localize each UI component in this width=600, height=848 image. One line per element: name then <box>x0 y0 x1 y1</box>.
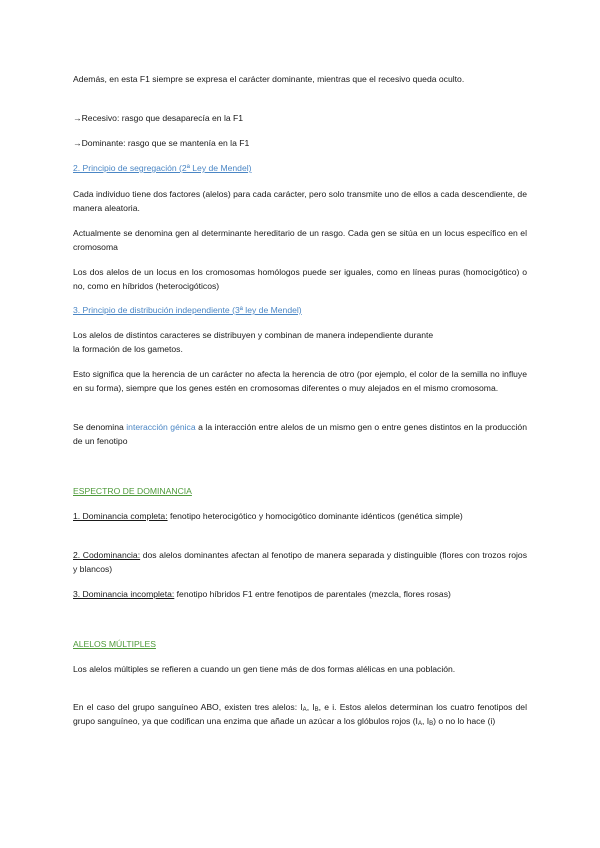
paragraph-homologous-alleles: Los dos alelos de un locus en los cromosomas homólogos puede ser iguales, como en líneas puras (homocigótico) o no, como en híbridos (heterocigóticos) <box>73 267 527 291</box>
paragraph-gene-definition: Actualmente se denomina gen al determinante hereditario de un rasgo. Cada gen se sitúa en un locus específico en el cromosoma <box>73 228 527 252</box>
multiple-alleles-text: ALELOS MÚLTIPLES <box>73 639 156 649</box>
paragraph-abo-blood-group <box>73 700 527 728</box>
heading-dominance-spectrum <box>73 484 527 498</box>
paragraph-two-factors: Cada individuo tiene dos factores (alelos) para cada carácter, pero solo transmite uno de ellos a cada descendiente, de manera aleatoria. <box>73 189 527 213</box>
paragraph-f1-dominant: Además, en esta F1 siempre se expresa el carácter dominante, mientras que el recesivo queda oculto. <box>73 74 465 84</box>
paragraph-gene-interaction <box>73 420 527 448</box>
abo-sub-b: B <box>314 707 319 713</box>
abo-text-b: , I <box>306 702 315 712</box>
paragraph-independent-distribution <box>73 328 527 356</box>
heading-independent-assortment <box>73 303 527 317</box>
independent-line-2: la formación de los gametos. <box>73 344 183 354</box>
interaction-prefix: Se denomina <box>73 422 127 432</box>
dominance-spectrum-text: ESPECTRO DE DOMINANCIA <box>73 486 192 496</box>
abo-text-d: , I <box>421 716 430 726</box>
heading-segregation-principle <box>73 161 527 175</box>
interaction-suffix: a la interacción entre alelos de un mismo gen o entre genes distintos en la producción de un fenotipo <box>73 422 527 446</box>
dominance-complete-text: fenotipo heterocigótico y homocigótico dominante idénticos (genética simple) <box>167 511 463 521</box>
abo-sub-a: A <box>302 707 307 713</box>
dominante-definition: →Dominante: rasgo que se mantenía en la F1 <box>73 138 250 148</box>
heading-multiple-alleles <box>73 637 527 651</box>
abo-sub-b-2: B <box>429 721 434 727</box>
incomplete-dominance-text: fenotipo híbridos F1 entre fenotipos de parentales (mezcla, flores rosas) <box>174 589 451 599</box>
heading-independent-text: 3. Principio de distribución independiente (3ª ley de Mendel) <box>73 305 302 315</box>
incomplete-dominance-term: 3. Dominancia incompleta: <box>73 589 175 599</box>
recesivo-definition: →Recesivo: rasgo que desaparecía en la F1 <box>73 113 244 123</box>
heading-segregation-text: 2. Principio de segregación (2ª Ley de Mendel) <box>73 163 252 173</box>
abo-text-e: ) o no lo hace (i) <box>433 716 496 726</box>
abo-sub-a-2: A <box>417 721 422 727</box>
interaction-term: interacción génica <box>126 422 196 432</box>
dominance-complete-term: 1. Dominancia completa: <box>73 511 168 521</box>
codominance-text: dos alelos dominantes afectan al fenotipo de manera separada y distinguible (flores con trozos rojos y blancos) <box>73 550 527 574</box>
codominance-item <box>73 548 527 576</box>
abo-text-a: En el caso del grupo sanguíneo ABO, existen tres alelos: I <box>73 702 303 712</box>
abo-text-c: , e i. Estos alelos determinan los cuatro fenotipos del grupo sanguíneo, ya que codifican una enzima que añade un azúcar a los glóbulos rojos (I <box>73 702 527 726</box>
independent-line-1: Los alelos de distintos caracteres se distribuyen y combinan de manera independiente durante <box>73 330 434 340</box>
paragraph-multiple-alleles-definition: Los alelos múltiples se refieren a cuando un gen tiene más de dos formas alélicas en una población. <box>73 664 456 674</box>
incomplete-dominance-item <box>73 587 527 601</box>
paragraph-independence-meaning: Esto significa que la herencia de un carácter no afecta la herencia de otro (por ejemplo, el color de la semilla no influye en su forma), siempre que los genes estén en cromosomas diferentes o muy alejados en el mismo cromosoma. <box>73 369 527 393</box>
codominance-term: 2. Codominancia: <box>73 550 141 560</box>
dominance-complete-item <box>73 509 527 523</box>
